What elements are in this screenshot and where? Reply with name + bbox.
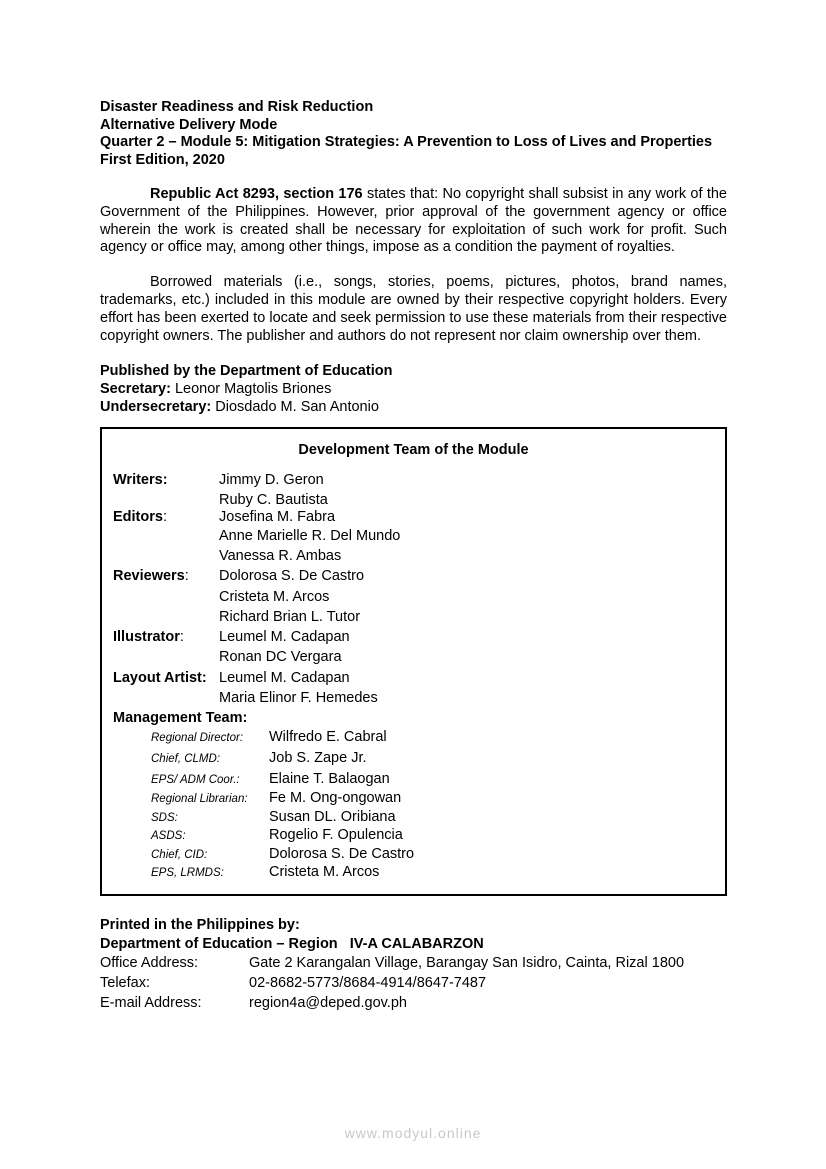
development-team-box — [100, 427, 727, 896]
team-row — [113, 607, 400, 627]
team-member: Ruby C. Bautista — [219, 491, 328, 508]
management-list — [151, 727, 414, 883]
printed-by-block — [100, 916, 727, 1013]
office-address-label: Office Address: — [100, 955, 199, 972]
team-row — [113, 470, 400, 490]
team-row — [113, 647, 400, 667]
management-member: Susan DL. Oribiana — [269, 808, 396, 825]
undersecretary-line — [100, 398, 727, 416]
edition: First Edition, 2020 — [100, 151, 225, 168]
management-row — [151, 790, 414, 809]
secretary-name: Leonor Magtolis Briones — [170, 381, 332, 398]
management-row — [151, 809, 414, 828]
undersecretary-label: Undersecretary: — [100, 399, 212, 416]
team-role: Writers: — [113, 472, 168, 489]
telefax: 02-8682-5773/8684-4914/8647-7487 — [249, 975, 487, 992]
management-role: EPS/ ADM Coor.: — [151, 774, 240, 787]
team-role-colon: : — [184, 568, 189, 585]
management-role: SDS: — [151, 811, 178, 824]
team-row — [113, 587, 400, 607]
team-row — [113, 688, 400, 708]
team-row — [113, 491, 400, 509]
team-row — [113, 509, 400, 526]
management-member: Job S. Zape Jr. — [269, 750, 367, 767]
team-member: Maria Elinor F. Hemedes — [219, 690, 378, 707]
team-row — [113, 668, 400, 688]
management-row — [151, 864, 414, 883]
management-role: Regional Director: — [151, 732, 244, 745]
document-page — [100, 99, 727, 1013]
email-address: region4a@deped.gov.ph — [249, 995, 407, 1012]
law-reference: Republic Act 8293, section 176 — [150, 186, 363, 202]
team-row — [113, 526, 400, 546]
management-role: Chief, CLMD: — [151, 753, 221, 766]
publisher-block — [100, 362, 727, 416]
management-team-title: Management Team: — [113, 710, 248, 727]
management-member: Rogelio F. Opulencia — [269, 827, 403, 844]
management-row — [151, 727, 414, 748]
team-member: Cristeta M. Arcos — [219, 588, 330, 605]
team-row — [113, 566, 400, 586]
management-row — [151, 846, 414, 865]
secretary-line — [100, 380, 727, 398]
management-role: Regional Librarian: — [151, 793, 248, 806]
management-member: Dolorosa S. De Castro — [269, 845, 415, 862]
management-member: Fe M. Ong-ongowan — [269, 790, 402, 807]
copyright-text: states that: No copyright shall subsist in any work of the Government of the Philippines. However, prior approval of the government agency or office wherein the work is created shall be necessary for exploitation of such work for profit. Such agency or office may, among other things, impose as a condition the payment of royalties. — [100, 186, 727, 256]
team-row — [113, 627, 400, 647]
subject-title: Disaster Readiness and Risk Reduction — [100, 99, 374, 115]
email-label: E-mail Address: — [100, 995, 202, 1012]
team-member: Richard Brian L. Tutor — [219, 608, 361, 625]
watermark: www.modyul.online — [344, 1125, 482, 1141]
management-row — [151, 769, 414, 790]
telefax-label: Telefax: — [100, 975, 150, 992]
team-role-colon: : — [179, 629, 184, 646]
team-role: Reviewers — [113, 568, 185, 585]
team-member: Leumel M. Cadapan — [219, 669, 350, 686]
team-role: Layout Artist: — [113, 669, 207, 686]
module-title: Quarter 2 – Module 5: Mitigation Strategies: A Prevention to Loss of Lives and Properties — [100, 134, 713, 150]
management-role: EPS, LRMDS: — [151, 867, 224, 880]
team-member: Ronan DC Vergara — [219, 649, 342, 666]
team-member: Jimmy D. Geron — [219, 472, 324, 489]
management-member: Elaine T. Balaogan — [269, 771, 390, 788]
module-header — [100, 99, 727, 169]
management-role: Chief, CID: — [151, 848, 208, 861]
published-by: Published by the Department of Education — [100, 363, 393, 380]
secretary-label: Secretary: — [100, 381, 171, 398]
team-member: Josefina M. Fabra — [219, 508, 336, 525]
management-member: Wilfredo E. Cabral — [269, 729, 387, 746]
copyright-paragraph — [100, 186, 727, 257]
management-row — [151, 748, 414, 769]
team-role-colon: : — [162, 508, 167, 525]
printed-in: Printed in the Philippines by: — [100, 917, 300, 934]
office-address: Gate 2 Karangalan Village, Barangay San Isidro, Cainta, Rizal 1800 — [249, 955, 685, 972]
telefax-row — [100, 973, 727, 993]
team-member: Vanessa R. Ambas — [219, 547, 342, 564]
office-address-row — [100, 953, 727, 973]
management-member: Cristeta M. Arcos — [269, 864, 380, 881]
email-row — [100, 993, 727, 1013]
borrowed-materials-paragraph: Borrowed materials (i.e., songs, stories, poems, pictures, photos, brand names, trademarks, etc.) included in this module are owned by their respective copyright holders. Every effort has been exerted to locate and seek permission to use these materials from their respective copyright owners. The publisher and authors do not represent nor claim ownership over them. — [100, 274, 727, 344]
team-list — [113, 470, 400, 728]
printer-name: Department of Education – Region IV-A CALABARZON — [100, 935, 484, 952]
management-row — [151, 827, 414, 846]
team-role: Illustrator — [113, 629, 180, 646]
team-member: Leumel M. Cadapan — [219, 629, 350, 646]
management-role: ASDS: — [151, 830, 186, 843]
undersecretary-name: Diosdado M. San Antonio — [211, 399, 379, 416]
delivery-mode: Alternative Delivery Mode — [100, 116, 278, 133]
team-row — [113, 546, 400, 566]
team-member: Dolorosa S. De Castro — [219, 568, 365, 585]
team-role: Editors — [113, 508, 163, 525]
development-team-title: Development Team of the Module — [298, 442, 529, 459]
team-member: Anne Marielle R. Del Mundo — [219, 527, 401, 544]
